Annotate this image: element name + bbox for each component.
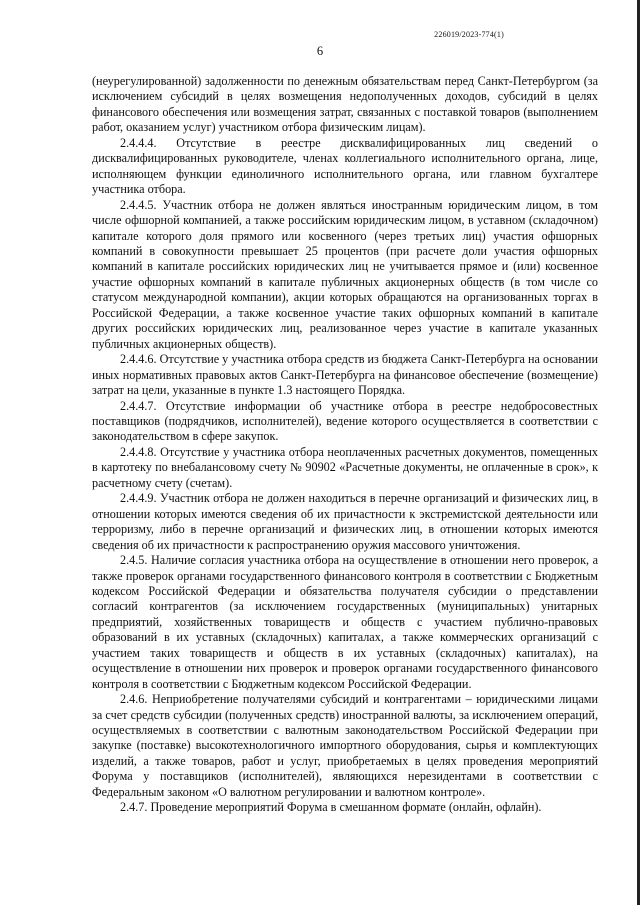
paragraph-continued: (неурегулированной) задолженности по денежным обязательствам перед Санкт-Петербургом (за исключением субсидий в целях возмещения недополученных доходов, субсидий в целях финансового обеспечения или возмещения затрат, связанных с поставкой товаров (выполнением работ, оказанием услуг) участником отбора физическим лицам). bbox=[92, 74, 598, 135]
paragraph-2-4-6: 2.4.6. Неприобретение получателями субсидий и контрагентами – юридическими лицами за счет средств субсидии (полученных средств) иностранной валюты, за исключением операций, осуществляемых в соответствии с валютным законодательством Российской Федерации при закупке (поставке) высокотехнологичного импортного оборудования, сырья и комплектующих изделий, а также товаров, работ и услуг, приобретаемых в целях проведения мероприятий Форума у поставщиков (исполнителей), являющихся нерезидентами в соответствии с Федеральным законом «О валютном регулировании и валютном контроле». bbox=[92, 692, 598, 799]
paragraph-2-4-4-8: 2.4.4.8. Отсутствие у участника отбора неоплаченных расчетных документов, помещенных в картотеку по внебалансовому счету № 90902 «Расчетные документы, не оплаченные в срок», к расчетному счету (счетам). bbox=[92, 444, 598, 490]
paragraph-2-4-5: 2.4.5. Наличие согласия участника отбора на осуществление в отношении него проверок, а также проверок органами государственного финансового контроля в соответствии с Бюджетным кодексом Российской Федерации и обязательства получателя субсидии о представлении согласий контрагентов (за исключением государственных (муниципальных) унитарных предприятий, хозяйственных товариществ и обществ с участием публично-правовых образований в их уставных (складочных) капиталах, а также коммерческих организаций с участием таких товариществ и обществ в их уставных (складочных) капиталах), на осуществление в отношении них проверок и проверок органами государственного финансового контроля в соответствии с Бюджетным кодексом Российской Федерации. bbox=[92, 553, 598, 691]
document-body bbox=[92, 74, 598, 816]
paragraph-2-4-4-5: 2.4.4.5. Участник отбора не должен являться иностранным юридическим лицом, в том числе офшорной компанией, а также российским юридическим лицом, в уставном (складочном) капитале которого доля прямого или косвенного (через третьих лиц) участия офшорных компаний в совокупности превышает 25 процентов (при расчете доли участия офшорных компаний в капитале российских юридических лиц не учитывается прямое и (или) косвенное участие офшорных компаний в капитале публичных акционерных обществ (в том числе со статусом международной компании), акции которых обращаются на организованных торгах в Российской Федерации, а также косвенное участие таких офшорных компаний в капитале других российских юридических лиц, реализованное через участие в капитале указанных публичных акционерных обществ). bbox=[92, 197, 598, 351]
page-number: 6 bbox=[316, 44, 324, 58]
paragraph-2-4-4-7: 2.4.4.7. Отсутствие информации об участнике отбора в реестре недобросовестных поставщиков (подрядчиков, исполнителей), ведение которого осуществляется в соответствии с законодательством в сфере закупок. bbox=[92, 398, 598, 444]
paragraph-2-4-4-4: 2.4.4.4. Отсутствие в реестре дисквалифицированных лиц сведений о дисквалифицированных руководителе, членах коллегиального исполнительного органа, лице, исполняющем функции единоличного исполнительного органа, или главном бухгалтере участника отбора. bbox=[92, 135, 598, 197]
document-number: 226019/2023-774(1) bbox=[434, 30, 504, 39]
paragraph-2-4-4-6: 2.4.4.6. Отсутствие у участника отбора средств из бюджета Санкт-Петербурга на основании иных нормативных правовых актов Санкт-Петербурга на финансовое обеспечение (возмещение) затрат на цели, указанные в пункте 1.3 настоящего Порядка. bbox=[92, 352, 598, 398]
paragraph-2-4-4-9: 2.4.4.9. Участник отбора не должен находиться в перечне организаций и физических лиц, в отношении которых имеются сведения об их причастности к экстремистской деятельности или терроризму, либо в перечне организаций и физических лиц, в отношении которых имеются сведения об их причастности к распространению оружия массового уничтожения. bbox=[92, 491, 598, 552]
paragraph-2-4-7: 2.4.7. Проведение мероприятий Форума в смешанном формате (онлайн, офлайн). bbox=[120, 800, 542, 815]
